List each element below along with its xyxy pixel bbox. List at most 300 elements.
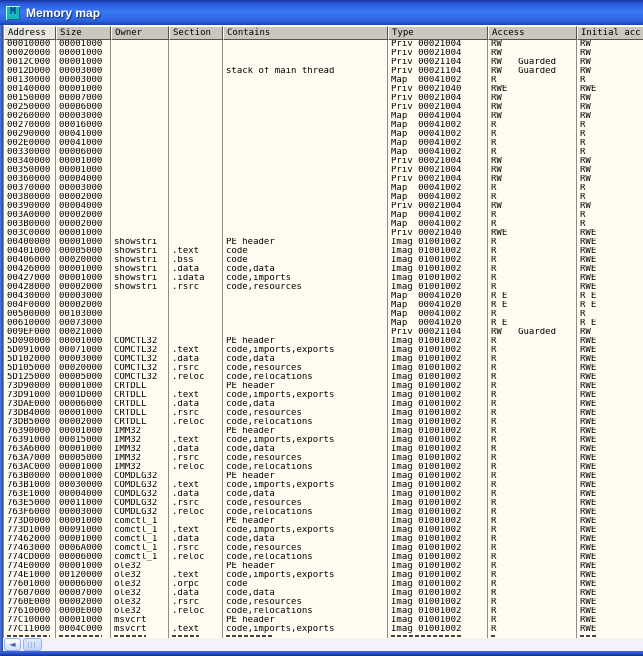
cell-initial-access: RWE	[580, 526, 597, 535]
cell-access: R	[488, 76, 577, 85]
cell-section	[169, 193, 223, 202]
cell-access: R	[488, 580, 577, 589]
cell-size: 00007000	[56, 589, 111, 598]
table-row[interactable]	[4, 319, 643, 328]
cell-access: RW	[488, 166, 577, 175]
cell-owner	[111, 40, 169, 49]
cell-address: 0012C000	[4, 58, 56, 67]
cell-size: 00001000	[56, 562, 111, 571]
cell-address: 00270000	[4, 121, 56, 130]
cell-type: Map 00041002	[388, 76, 488, 85]
cell-type: Priv 00021004	[388, 94, 488, 103]
cell-size: 00001000	[56, 382, 111, 391]
cell-owner	[111, 58, 169, 67]
table-row[interactable]	[4, 499, 643, 508]
cell-access: R	[488, 517, 577, 526]
cell-initial-access: RWE	[580, 445, 597, 454]
cell-initial-access: RWE	[580, 535, 597, 544]
cell-address: 774E0000	[4, 562, 56, 571]
cell-contains	[223, 229, 388, 238]
cell-initial-access: RWE	[580, 373, 597, 382]
cell-section: .reloc	[169, 508, 223, 517]
cell-contains: code,imports,exports	[223, 526, 388, 535]
cell-address: 5D090000	[4, 337, 56, 346]
cell-initial-access: R	[580, 310, 586, 319]
cell-owner	[111, 202, 169, 211]
cell-size: 00030000	[56, 481, 111, 490]
table-row[interactable]	[4, 436, 643, 445]
cell-contains: stack of main thread	[223, 67, 388, 76]
cell-type: Priv 00021004	[388, 157, 488, 166]
cell-owner	[111, 76, 169, 85]
cell-owner	[111, 112, 169, 121]
cell-owner: COMCTL32	[111, 355, 169, 364]
table-body	[3, 40, 643, 634]
table-row[interactable]	[4, 562, 643, 571]
cell-initial-access: RWE	[580, 265, 597, 274]
column-header-section[interactable]: Section	[169, 26, 223, 40]
cell-type: Priv 00021004	[388, 175, 488, 184]
cell-contains: code	[223, 247, 388, 256]
cell-owner: msvcrt	[111, 625, 169, 634]
cell-section	[169, 616, 223, 625]
cell-owner: CRTDLL	[111, 400, 169, 409]
cell-section	[169, 337, 223, 346]
cell-size: 00002000	[56, 418, 111, 427]
cell-size: 00001000	[56, 517, 111, 526]
cell-address: 773D0000	[4, 517, 56, 526]
cell-type: Imag 01001002	[388, 580, 488, 589]
cell-size: 00120000	[56, 571, 111, 580]
cell-section	[169, 58, 223, 67]
column-header-owner[interactable]: Owner	[111, 26, 169, 40]
cell-section	[169, 382, 223, 391]
cell-section: .data	[169, 355, 223, 364]
cell-contains: code,resources	[223, 454, 388, 463]
cell-section: .rsrc	[169, 283, 223, 292]
cell-initial-access: R	[580, 148, 586, 157]
cell-owner	[111, 139, 169, 148]
table-row[interactable]	[4, 463, 643, 472]
column-header-initial-access[interactable]: Initial acc	[577, 26, 643, 40]
table-row[interactable]	[4, 409, 643, 418]
cell-address: 00370000	[4, 184, 56, 193]
cell-initial-access: RWE	[580, 364, 597, 373]
cell-section	[169, 121, 223, 130]
table-row[interactable]	[4, 49, 643, 58]
cell-owner	[111, 103, 169, 112]
cell-address: 00380000	[4, 193, 56, 202]
cell-address: 009EF000	[4, 328, 56, 337]
table-row[interactable]	[4, 256, 643, 265]
table-row[interactable]	[4, 625, 643, 634]
cell-initial-access: R E	[580, 301, 597, 310]
cell-initial-access: RWE	[580, 454, 597, 463]
memory-map-icon[interactable]: M	[6, 6, 20, 20]
cell-access: R	[488, 436, 577, 445]
cell-type: Imag 01001002	[388, 517, 488, 526]
cell-address: 77C11000	[4, 625, 56, 634]
cell-address: 00260000	[4, 112, 56, 121]
table-row[interactable]	[4, 265, 643, 274]
table-row[interactable]	[4, 85, 643, 94]
scrollbar-thumb[interactable]	[23, 638, 42, 651]
cell-access: RW Guarded	[488, 58, 577, 67]
cell-contains	[223, 76, 388, 85]
table-row[interactable]	[4, 571, 643, 580]
cell-section	[169, 328, 223, 337]
cell-type: Imag 01001002	[388, 364, 488, 373]
cell-initial-access: RWE	[580, 625, 597, 634]
cell-address: 00020000	[4, 49, 56, 58]
cell-owner: comctl_1	[111, 544, 169, 553]
cell-contains: code,relocations	[223, 508, 388, 517]
cell-owner: COMDLG32	[111, 481, 169, 490]
cell-access: R	[488, 391, 577, 400]
cell-size: 00005000	[56, 373, 111, 382]
column-header-address[interactable]: Address	[4, 26, 56, 40]
cell-owner: ole32	[111, 580, 169, 589]
cell-initial-access: RW	[580, 112, 591, 121]
table-row[interactable]	[4, 508, 643, 517]
table-row[interactable]	[4, 166, 643, 175]
cell-contains	[223, 220, 388, 229]
cell-initial-access: RWE	[580, 355, 597, 364]
table-row[interactable]	[4, 202, 643, 211]
cell-size: 00002000	[56, 283, 111, 292]
table-row[interactable]	[4, 103, 643, 112]
table-row[interactable]	[4, 337, 643, 346]
cell-initial-access: RWE	[580, 283, 597, 292]
cell-initial-access: R	[580, 130, 586, 139]
table-row[interactable]	[4, 553, 643, 562]
cell-contains	[223, 184, 388, 193]
cell-address: 774CD000	[4, 553, 56, 562]
cell-type: Priv 00021004	[388, 202, 488, 211]
cell-contains	[223, 121, 388, 130]
cell-owner	[111, 220, 169, 229]
table-row[interactable]	[4, 589, 643, 598]
cell-type: Map 00041020	[388, 301, 488, 310]
table-row[interactable]	[4, 67, 643, 76]
cell-access: R	[488, 445, 577, 454]
cell-size: 00006000	[56, 553, 111, 562]
cell-contains	[223, 85, 388, 94]
table-row[interactable]	[4, 130, 643, 139]
cell-address: 77610000	[4, 607, 56, 616]
cell-section	[169, 211, 223, 220]
cell-section	[169, 220, 223, 229]
table-row[interactable]	[4, 301, 643, 310]
cell-type: Priv 00021004	[388, 166, 488, 175]
cell-type: Map 00041002	[388, 148, 488, 157]
cell-access: R	[488, 121, 577, 130]
table-row[interactable]	[4, 382, 643, 391]
cell-address: 763AC000	[4, 463, 56, 472]
cell-initial-access: R	[580, 220, 586, 229]
cell-size: 00001000	[56, 337, 111, 346]
cell-initial-access: RW	[580, 49, 591, 58]
cell-access: R	[488, 535, 577, 544]
table-row[interactable]	[4, 76, 643, 85]
cell-access: R	[488, 598, 577, 607]
cell-access: R	[488, 184, 577, 193]
cell-size: 00001000	[56, 409, 111, 418]
table-row[interactable]	[4, 517, 643, 526]
table-row[interactable]	[4, 598, 643, 607]
cell-size: 00091000	[56, 526, 111, 535]
table-row[interactable]	[4, 229, 643, 238]
cell-size: 00002000	[56, 598, 111, 607]
table-row[interactable]	[4, 535, 643, 544]
cell-owner: ole32	[111, 571, 169, 580]
table-row[interactable]	[4, 40, 643, 49]
cell-section	[169, 184, 223, 193]
table-row[interactable]	[4, 292, 643, 301]
table-row[interactable]	[4, 112, 643, 121]
cell-contains: code,imports,exports	[223, 436, 388, 445]
cell-owner: comctl_1	[111, 517, 169, 526]
cell-size: 00001000	[56, 85, 111, 94]
table-row[interactable]	[4, 391, 643, 400]
table-row[interactable]	[4, 526, 643, 535]
table-row[interactable]	[4, 148, 643, 157]
cell-contains: code,resources	[223, 598, 388, 607]
cell-access: RWE	[488, 229, 577, 238]
cell-initial-access: RWE	[580, 562, 597, 571]
table-row[interactable]	[4, 121, 643, 130]
cell-initial-access: RWE	[580, 571, 597, 580]
cell-section	[169, 166, 223, 175]
cell-size: 00004000	[56, 175, 111, 184]
cell-size: 00001000	[56, 238, 111, 247]
cell-section: .text	[169, 625, 223, 634]
cell-size: 00003000	[56, 292, 111, 301]
cell-contains: PE header	[223, 382, 388, 391]
cell-type: Imag 01001002	[388, 598, 488, 607]
cell-contains: code,data	[223, 535, 388, 544]
cell-access: R	[488, 427, 577, 436]
cell-type: Imag 01001002	[388, 535, 488, 544]
cell-contains: PE header	[223, 238, 388, 247]
cell-owner: CRTDLL	[111, 418, 169, 427]
cell-section	[169, 238, 223, 247]
cell-initial-access: RWE	[580, 427, 597, 436]
table-row[interactable]	[4, 607, 643, 616]
cell-access: R	[488, 310, 577, 319]
cell-contains: code,relocations	[223, 553, 388, 562]
cell-contains	[223, 328, 388, 337]
cell-initial-access: R E	[580, 319, 597, 328]
cell-access: R	[488, 526, 577, 535]
table-row[interactable]	[4, 184, 643, 193]
table-row[interactable]	[4, 616, 643, 625]
table-row[interactable]	[4, 175, 643, 184]
table-row[interactable]	[4, 373, 643, 382]
cell-section	[169, 229, 223, 238]
cell-address: 77607000	[4, 589, 56, 598]
horizontal-scrollbar[interactable]	[3, 638, 643, 651]
table-row[interactable]	[4, 94, 643, 103]
table-row[interactable]	[4, 193, 643, 202]
cell-contains	[223, 157, 388, 166]
cell-type: Priv 00021004	[388, 49, 488, 58]
cell-contains: code,relocations	[223, 373, 388, 382]
cell-address: 00360000	[4, 175, 56, 184]
column-header-access[interactable]: Access	[488, 26, 577, 40]
table-row[interactable]	[4, 355, 643, 364]
cell-owner: CRTDLL	[111, 409, 169, 418]
cell-contains: code,data	[223, 355, 388, 364]
table-row[interactable]	[4, 58, 643, 67]
table-row[interactable]	[4, 220, 643, 229]
table-row[interactable]	[4, 454, 643, 463]
cell-owner	[111, 301, 169, 310]
cell-access: R	[488, 382, 577, 391]
cell-address: 00290000	[4, 130, 56, 139]
cell-access: R E	[488, 301, 577, 310]
column-header-type[interactable]: Type	[388, 26, 488, 40]
titlebar[interactable]	[0, 0, 643, 25]
cell-type: Imag 01001002	[388, 400, 488, 409]
cell-owner: CRTDLL	[111, 382, 169, 391]
cell-section: .idata	[169, 274, 223, 283]
cell-size: 00001000	[56, 229, 111, 238]
cell-owner: IMM32	[111, 454, 169, 463]
table-row[interactable]	[4, 139, 643, 148]
cell-address: 7760E000	[4, 598, 56, 607]
cell-address: 003B0000	[4, 220, 56, 229]
cell-initial-access: RWE	[580, 274, 597, 283]
cell-access: R	[488, 499, 577, 508]
table-row[interactable]	[4, 472, 643, 481]
cell-access: RW	[488, 40, 577, 49]
cell-section	[169, 94, 223, 103]
cell-type: Imag 01001002	[388, 454, 488, 463]
cell-owner	[111, 292, 169, 301]
table-row[interactable]	[4, 400, 643, 409]
table-row[interactable]	[4, 490, 643, 499]
cell-contains	[223, 319, 388, 328]
cell-section: .data	[169, 445, 223, 454]
table-row[interactable]	[4, 445, 643, 454]
cell-contains: code,resources	[223, 409, 388, 418]
column-header-contains[interactable]: Contains	[223, 26, 388, 40]
cell-contains: code,imports,exports	[223, 346, 388, 355]
table-row[interactable]	[4, 247, 643, 256]
cell-address: 5D102000	[4, 355, 56, 364]
table-row[interactable]	[4, 364, 643, 373]
table-row[interactable]	[4, 580, 643, 589]
left-arrow-icon: ◄	[9, 639, 16, 649]
cell-size: 00001000	[56, 535, 111, 544]
cell-access: R	[488, 472, 577, 481]
cell-owner: comctl_1	[111, 535, 169, 544]
cell-access: R	[488, 571, 577, 580]
cell-address: 76391000	[4, 436, 56, 445]
cell-address: 00340000	[4, 157, 56, 166]
table-row[interactable]	[4, 418, 643, 427]
table-row[interactable]	[4, 310, 643, 319]
window-title: Memory map	[26, 5, 101, 20]
cell-contains: code,resources	[223, 364, 388, 373]
table-row[interactable]	[4, 211, 643, 220]
cell-contains: code,imports,exports	[223, 391, 388, 400]
cell-owner: IMM32	[111, 436, 169, 445]
table-row[interactable]	[4, 238, 643, 247]
cell-type: Map 00041002	[388, 193, 488, 202]
cell-size: 00015000	[56, 436, 111, 445]
cell-address: 00390000	[4, 202, 56, 211]
cell-section: .text	[169, 571, 223, 580]
cell-type: Map 00041020	[388, 292, 488, 301]
cell-address: 763B1000	[4, 481, 56, 490]
cell-size: 00003000	[56, 184, 111, 193]
cell-initial-access: RW	[580, 103, 591, 112]
cell-contains: code	[223, 256, 388, 265]
cell-contains: code,imports	[223, 274, 388, 283]
cell-size: 00005000	[56, 454, 111, 463]
cell-section	[169, 472, 223, 481]
cell-address: 003C0000	[4, 229, 56, 238]
cell-owner: COMCTL32	[111, 337, 169, 346]
cell-owner	[111, 148, 169, 157]
cell-section	[169, 103, 223, 112]
cell-access: R	[488, 238, 577, 247]
cell-initial-access: RWE	[580, 481, 597, 490]
table-row[interactable]	[4, 544, 643, 553]
cell-section: .rsrc	[169, 409, 223, 418]
table-row[interactable]	[4, 274, 643, 283]
table-row[interactable]	[4, 427, 643, 436]
cell-address: 5D105000	[4, 364, 56, 373]
cell-size: 00001000	[56, 472, 111, 481]
cell-initial-access: R	[580, 76, 586, 85]
cell-size: 00103000	[56, 310, 111, 319]
cell-type: Imag 01001002	[388, 625, 488, 634]
table-row[interactable]	[4, 283, 643, 292]
cell-section: .text	[169, 526, 223, 535]
cell-initial-access: RWE	[580, 229, 597, 238]
cell-owner	[111, 121, 169, 130]
cell-contains: code,imports,exports	[223, 625, 388, 634]
cell-section: .text	[169, 436, 223, 445]
cell-type: Imag 01001002	[388, 346, 488, 355]
cell-owner: msvcrt	[111, 616, 169, 625]
cell-access: R	[488, 193, 577, 202]
cell-contains: PE header	[223, 337, 388, 346]
column-header-size[interactable]: Size	[56, 26, 111, 40]
cell-contains: code	[223, 580, 388, 589]
table-row[interactable]	[4, 157, 643, 166]
cell-contains	[223, 49, 388, 58]
cell-owner: IMM32	[111, 427, 169, 436]
cell-owner: showstri	[111, 256, 169, 265]
table-row[interactable]	[4, 346, 643, 355]
cell-contains	[223, 310, 388, 319]
cell-owner	[111, 211, 169, 220]
cell-address: 00428000	[4, 283, 56, 292]
cell-address: 00130000	[4, 76, 56, 85]
cell-owner: showstri	[111, 274, 169, 283]
table-row[interactable]	[4, 328, 643, 337]
cell-size: 00006000	[56, 580, 111, 589]
scroll-left-button[interactable]	[4, 638, 21, 651]
table-row[interactable]	[4, 481, 643, 490]
cell-type: Imag 01001002	[388, 544, 488, 553]
cell-type: Imag 01001002	[388, 508, 488, 517]
cell-section: .rsrc	[169, 544, 223, 553]
